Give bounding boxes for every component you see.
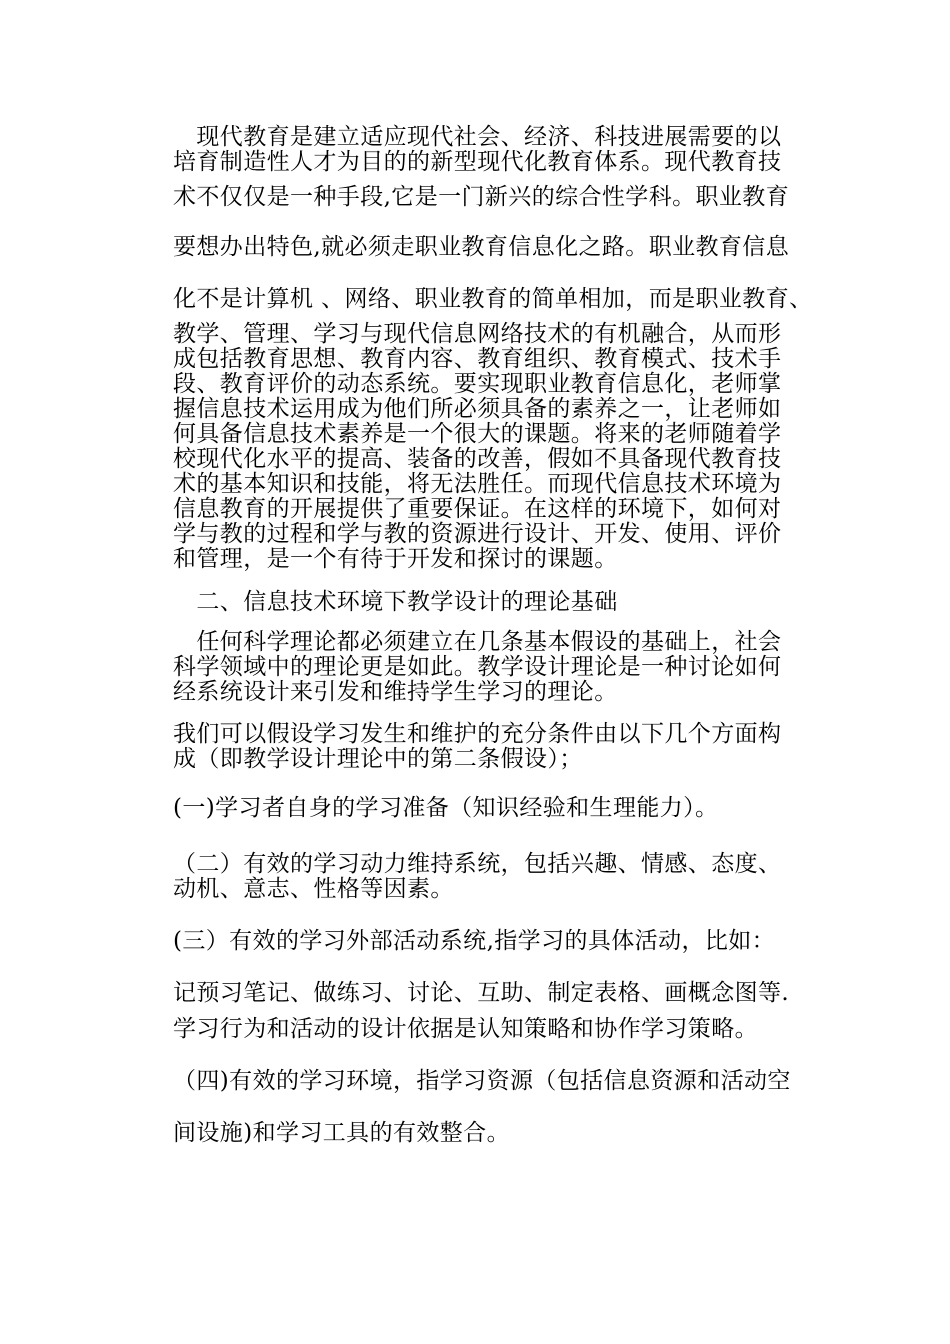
body-text-line: 经系统设计来引发和维持学生学习的理论。 bbox=[173, 679, 618, 705]
list-item-4-continued: 间设施)和学习工具的有效整合。 bbox=[173, 1120, 510, 1146]
section-heading: 二、信息技术环境下教学设计的理论基础 bbox=[173, 589, 618, 615]
body-text-line: 和管理，是一个有待于开发和探讨的课题。 bbox=[173, 546, 618, 572]
body-text-line: 术不仅仅是一种手段,它是一门新兴的综合性学科。职业教育 bbox=[173, 184, 790, 210]
body-text-line: 术的基本知识和技能，将无法胜任。而现代信息技术环境为 bbox=[173, 471, 782, 497]
body-text-line: 任何科学理论都必须建立在几条基本假设的基础上，社会 bbox=[173, 629, 782, 655]
list-item-4: （四)有效的学习环境，指学习资源（包括信息资源和活动空 bbox=[173, 1068, 791, 1094]
body-text-line: 我们可以假设学习发生和维护的充分条件由以下几个方面构 bbox=[173, 721, 782, 747]
list-item-3-continued: 学习行为和活动的设计依据是认知策略和协作学习策略。 bbox=[173, 1016, 758, 1042]
list-item-3-continued: 记预习笔记、做练习、讨论、互助、制定表格、画概念图等. bbox=[173, 980, 790, 1006]
body-text-line: 何具备信息技术素养是一个很大的课题。将来的老师随着学 bbox=[173, 421, 782, 447]
body-text-line: 要想办出特色,就必须走职业教育信息化之路。职业教育信息 bbox=[173, 234, 790, 260]
body-text-line: 科学领域中的理论更是如此。教学设计理论是一种讨论如何 bbox=[173, 654, 782, 680]
list-item-1: (一)学习者自身的学习准备（知识经验和生理能力）。 bbox=[173, 795, 719, 821]
body-text-line: 学与教的过程和学与教的资源进行设计、开发、使用、评价 bbox=[173, 521, 782, 547]
body-text-line: 成包括教育思想、教育内容、教育组织、教育模式、技术手 bbox=[173, 346, 782, 372]
body-text-line: 化不是计算机 、网络、职业教育的简单相加，而是职业教育、 bbox=[173, 286, 813, 312]
body-text-line: 段、教育评价的动态系统。要实现职业教育信息化，老师掌 bbox=[173, 371, 782, 397]
body-text-line: 握信息技术运用成为他们所必须具备的素养之一，让老师如 bbox=[173, 396, 782, 422]
body-text-line: 校现代化水平的提高、装备的改善，假如不具备现代教育技 bbox=[173, 446, 782, 472]
list-item-3: (三）有效的学习外部活动系统,指学习的具体活动，比如： bbox=[173, 928, 776, 954]
body-text-line: 培育制造性人才为目的的新型现代化教育体系。现代教育技 bbox=[173, 149, 782, 175]
list-item-2-continued: 动机、意志、性格等因素。 bbox=[173, 876, 454, 902]
body-text-line: 现代教育是建立适应现代社会、经济、科技进展需要的以 bbox=[173, 124, 782, 150]
body-text-line: 教学、管理、学习与现代信息网络技术的有机融合，从而形 bbox=[173, 321, 782, 347]
body-text-line: 成（即教学设计理论中的第二条假设）； bbox=[173, 746, 583, 772]
body-text-line: 信息教育的开展提供了重要保证。在这样的环境下，如何对 bbox=[173, 496, 782, 522]
list-item-2: （二）有效的学习动力维持系统，包括兴趣、情感、态度、 bbox=[173, 851, 782, 877]
